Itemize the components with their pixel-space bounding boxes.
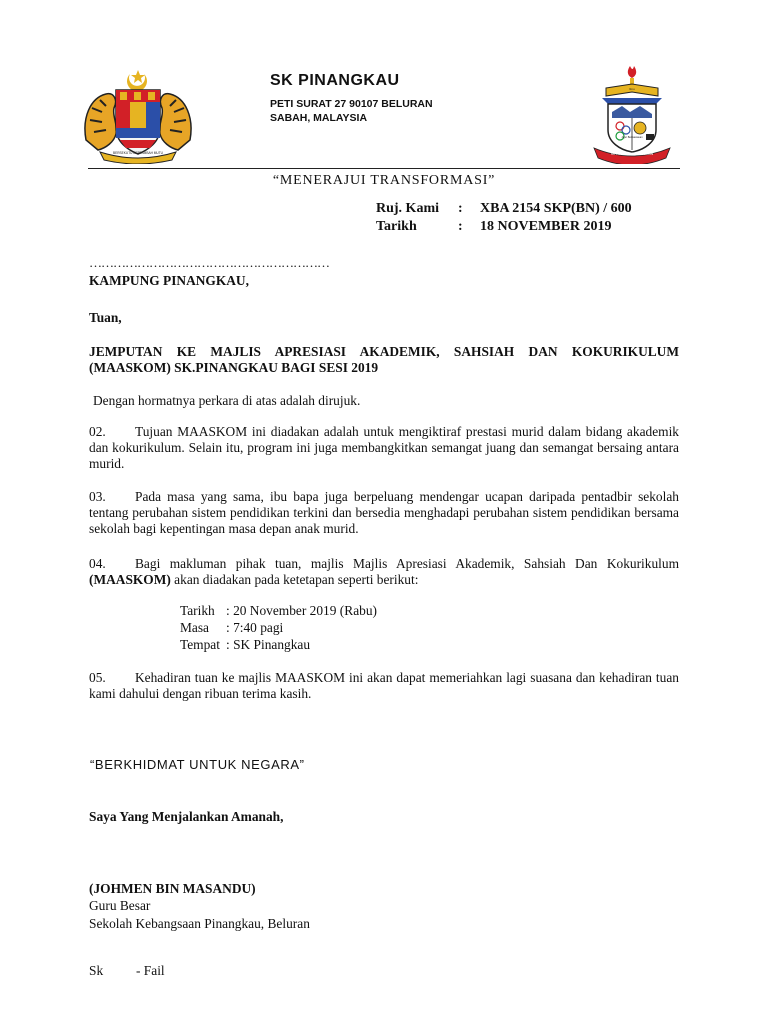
address-line-2: SABAH, MALAYSIA bbox=[270, 112, 368, 124]
cc-label: Sk bbox=[89, 963, 104, 978]
event-venue-value: : SK Pinangkau bbox=[226, 637, 311, 652]
closing-motto: “BERKHIDMAT UNTUK NEGARA” bbox=[90, 757, 305, 772]
opening-line: Dengan hormatnya perkara di atas adalah dirujuk. bbox=[93, 393, 361, 408]
recipient-dotted-line: …………………………………………………… bbox=[89, 255, 329, 270]
header-divider bbox=[88, 168, 680, 169]
date-label: Tarikh bbox=[376, 219, 417, 234]
subject-line: JEMPUTAN KE MAJLIS APRESIASI AKADEMIK, SAHSIAH DAN KOKURIKULUM (MAASKOM) SK.PINANGKAU BAGI SESI 2019 bbox=[89, 344, 679, 375]
paragraph-text: Pada masa yang sama, ibu bapa juga berpeluang mendengar ucapan daripada pentadbir sekolah tentang perubahan sistem pendidikan terkini dan bersedia menghadapi perubahan sistem pendidikan bersama sekolah bagi kepentingan masa depan anak murid. bbox=[89, 489, 679, 536]
ref-label: Ruj. Kami bbox=[376, 201, 439, 216]
salutation: Tuan, bbox=[89, 310, 122, 325]
paragraph-text-tail: akan diadakan pada ketetapan seperti berikut: bbox=[170, 572, 419, 587]
signatory-title: Guru Besar bbox=[89, 898, 151, 913]
event-time-label: Masa bbox=[180, 620, 210, 635]
paragraph-02 bbox=[89, 424, 679, 472]
ref-sep: : bbox=[458, 201, 463, 216]
paragraph-04 bbox=[89, 556, 679, 588]
school-name: SK PINANGKAU bbox=[270, 72, 400, 89]
event-date-value: : 20 November 2019 (Rabu) bbox=[226, 603, 377, 618]
ref-value: XBA 2154 SKP(BN) / 600 bbox=[480, 201, 632, 216]
paragraph-number: 02. bbox=[89, 424, 106, 439]
school-crest-caption: SK PINANGKAU BELURAN bbox=[610, 152, 654, 156]
paragraph-03 bbox=[89, 489, 679, 537]
cc-value: - Fail bbox=[136, 963, 165, 978]
address-line-1: PETI SURAT 27 90107 BELURAN bbox=[270, 98, 433, 110]
event-time-value: : 7:40 pagi bbox=[226, 620, 284, 635]
paragraph-text: Kehadiran tuan ke majlis MAASKOM ini akan dapat memeriahkan lagi suasana dan kehadiran tuan kami dahului dengan ribuan terima kasih. bbox=[89, 670, 679, 701]
date-value: 18 NOVEMBER 2019 bbox=[480, 219, 612, 234]
recipient-place: KAMPUNG PINANGKAU, bbox=[89, 273, 249, 288]
school-motto: “MENERAJUI TRANSFORMASI” bbox=[272, 173, 496, 188]
paragraph-text: Bagi makluman pihak tuan, majlis Majlis Apresiasi Akademik, Sahsiah Dan Kokurikulum bbox=[135, 556, 679, 571]
signatory-name: (JOHMEN BIN MASANDU) bbox=[89, 881, 256, 896]
school-crest-logo bbox=[584, 64, 680, 164]
maaskom-bold: (MAASKOM) bbox=[89, 572, 171, 587]
date-sep: : bbox=[458, 219, 463, 234]
paragraph-number: 03. bbox=[89, 489, 106, 504]
paragraph-05 bbox=[89, 670, 679, 702]
coat-of-arms-caption: BERSEKUTU BERTAMBAH MUTU bbox=[112, 151, 163, 155]
paragraph-number: 05. bbox=[89, 670, 106, 685]
closing-line: Saya Yang Menjalankan Amanah, bbox=[89, 809, 284, 824]
paragraph-text: Tujuan MAASKOM ini diadakan adalah untuk mengiktiraf prestasi murid dalam bidang akademik dan kokurikulum. Selain itu, program ini juga membangkitkan semangat juang dan semangat bersaing antara murid. bbox=[89, 424, 679, 471]
school-crest-shield-text: Jujur Berwawasan bbox=[621, 136, 643, 139]
paragraph-number: 04. bbox=[89, 556, 106, 571]
coat-of-arms-logo bbox=[80, 68, 196, 164]
event-date-label: Tarikh bbox=[180, 603, 215, 618]
signatory-school: Sekolah Kebangsaan Pinangkau, Beluran bbox=[89, 916, 310, 931]
event-venue-label: Tempat bbox=[180, 637, 220, 652]
school-crest-book-text: Ilmu bbox=[629, 87, 635, 91]
